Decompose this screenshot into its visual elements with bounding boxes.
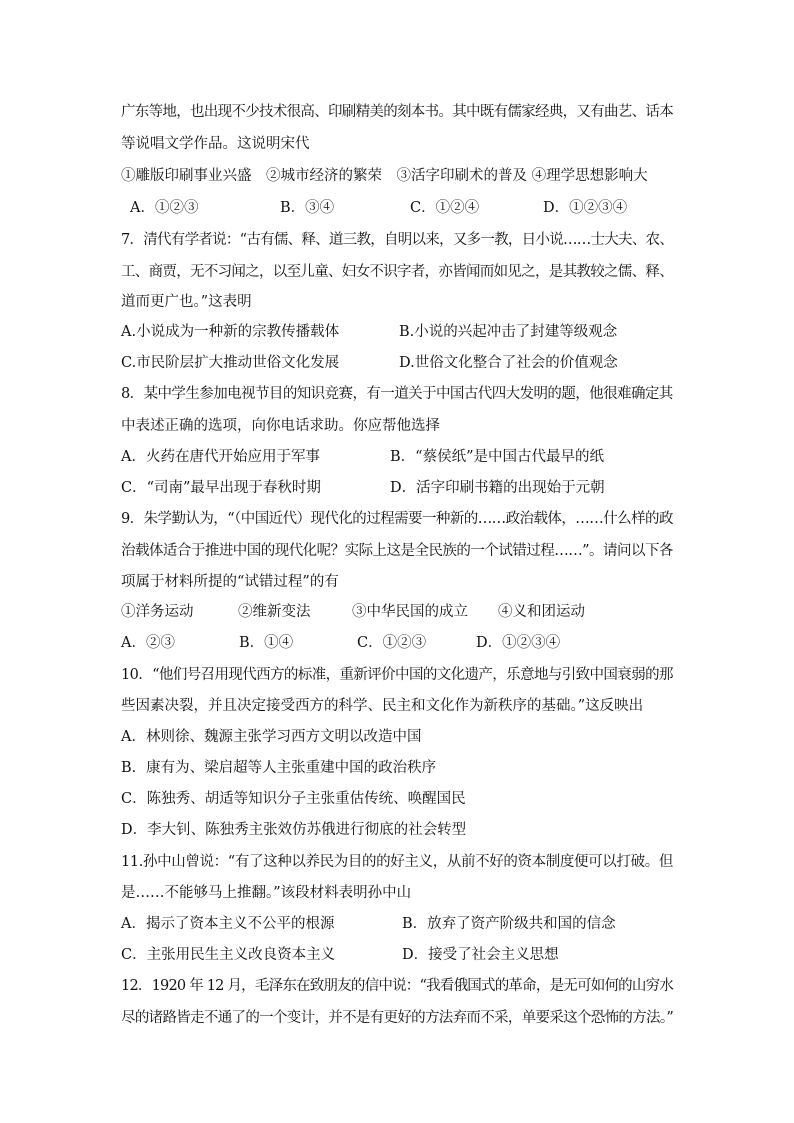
- q6-option-c: C．①②④: [410, 200, 480, 216]
- q11-stem-line-1: 11.孙中山曾说：“有了这种以养民为目的的好主义，从前不好的资本制度便可以打破。但: [121, 854, 673, 870]
- q6-option-a: A．①②③: [130, 200, 199, 216]
- q9-stem-line-2: 治载体适合于推进中国的现代化呢？实际上这是全民族的一个试错过程……”。请问以下各: [121, 543, 673, 559]
- q11-option-b: B．放弃了资产阶级共和国的信念: [402, 916, 616, 932]
- q7-option-c: C.市民阶层扩大推动世俗文化发展: [121, 355, 340, 371]
- q9-option-b: B．①④: [239, 635, 294, 651]
- q10-stem-line-1: 10．“他们号召用现代西方的标准，重新评价中国的文化遗产，乐意地与引致中国衰弱的那: [121, 667, 673, 683]
- q8-option-b: B．“蔡侯纸”是中国古代最早的纸: [390, 449, 604, 465]
- q7-stem-line-2: 工、商贾，无不习闻之，以至儿童、妇女不识字者，亦皆闻而如见之，是其教较之儒、释、: [121, 264, 673, 280]
- q9-item-1: ①洋务运动: [121, 604, 194, 620]
- q8-option-a: A．火药在唐代开始应用于军事: [121, 449, 320, 465]
- q10-option-a: A．林则徐、魏源主张学习西方文明以改造中国: [121, 729, 422, 745]
- q8-stem-line-1: 8．某中学生参加电视节目的知识竞赛，有一道关于中国古代四大发明的题，他很难确定其: [121, 386, 673, 402]
- q10-option-d: D．李大钊、陈独秀主张效仿苏俄进行彻底的社会转型: [121, 822, 467, 838]
- q7-stem-line-1: 7．清代有学者说：“古有儒、释、道三教，自明以来，又多一教，日小说……士大夫、农、: [121, 232, 674, 248]
- q11-option-c: C．主张用民生主义改良资本主义: [121, 947, 336, 963]
- q7-option-d: D.世俗文化整合了社会的价值观念: [399, 355, 618, 371]
- q6-option-b: B．③④: [280, 200, 335, 216]
- q11-stem-line-2: 是……不能够马上推翻。”该段材料表明孙中山: [121, 885, 412, 901]
- q6-items: ①雕版印刷事业兴盛 ②城市经济的繁荣 ③活字印刷术的普及 ④理学思想影响大: [121, 168, 648, 184]
- q6-stem-line-2: 等说唱文学作品。这说明宋代: [121, 136, 310, 152]
- q9-stem-line-1: 9．朱学勤认为，“（中国近代）现代化的过程需要一种新的……政治载体，……什么样的政: [121, 511, 673, 527]
- q9-option-d: D．①②③④: [476, 635, 561, 651]
- q10-stem-line-2: 些因素决裂，并且决定接受西方的科学、民主和文化作为新秩序的基础。”这反映出: [121, 698, 644, 714]
- q8-option-c: C．“司南”最早出现于春秋时期: [121, 480, 321, 496]
- q9-option-a: A．②③: [121, 635, 175, 651]
- q9-option-c: C．①②③: [357, 635, 427, 651]
- q12-stem-line-1: 12．1920 年 12 月，毛泽东在致朋友的信中说：“我看俄国式的革命，是无可如何的山穷水: [121, 978, 674, 994]
- q9-stem-line-3: 项属于材料所提的“试错过程”的有: [121, 574, 339, 590]
- q7-option-b: B.小说的兴起冲击了封建等级观念: [399, 324, 618, 340]
- q12-stem-line-2: 尽的诸路皆走不通了的一个变计，并不是有更好的方法弃而不采，单要采这个恐怖的方法。”: [121, 1010, 674, 1026]
- q11-option-a: A．揭示了资本主义不公平的根源: [121, 916, 335, 932]
- q6-option-d: D．①②③④: [543, 200, 628, 216]
- q7-option-a: A.小说成为一种新的宗教传播载体: [121, 324, 340, 340]
- q11-option-d: D．接受了社会主义思想: [402, 947, 559, 963]
- q10-option-c: C．陈独秀、胡适等知识分子主张重估传统、唤醒国民: [121, 791, 466, 807]
- q9-item-4: ④义和团运动: [498, 604, 585, 620]
- q9-item-3: ③中华民国的成立: [352, 604, 468, 620]
- q8-option-d: D．活字印刷书籍的出现始于元朝: [390, 480, 605, 496]
- q6-stem-line-1: 广东等地，也出现不少技术很高、印刷精美的刻本书。其中既有儒家经典，又有曲艺、话本: [121, 104, 673, 120]
- q10-option-b: B．康有为、梁启超等人主张重建中国的政治秩序: [121, 760, 437, 776]
- q9-item-2: ②维新变法: [238, 604, 311, 620]
- q7-stem-line-3: 道而更广也。”这表明: [121, 294, 252, 310]
- q8-stem-line-2: 中表述正确的选项，向你电话求助。你应帮他选择: [121, 418, 440, 434]
